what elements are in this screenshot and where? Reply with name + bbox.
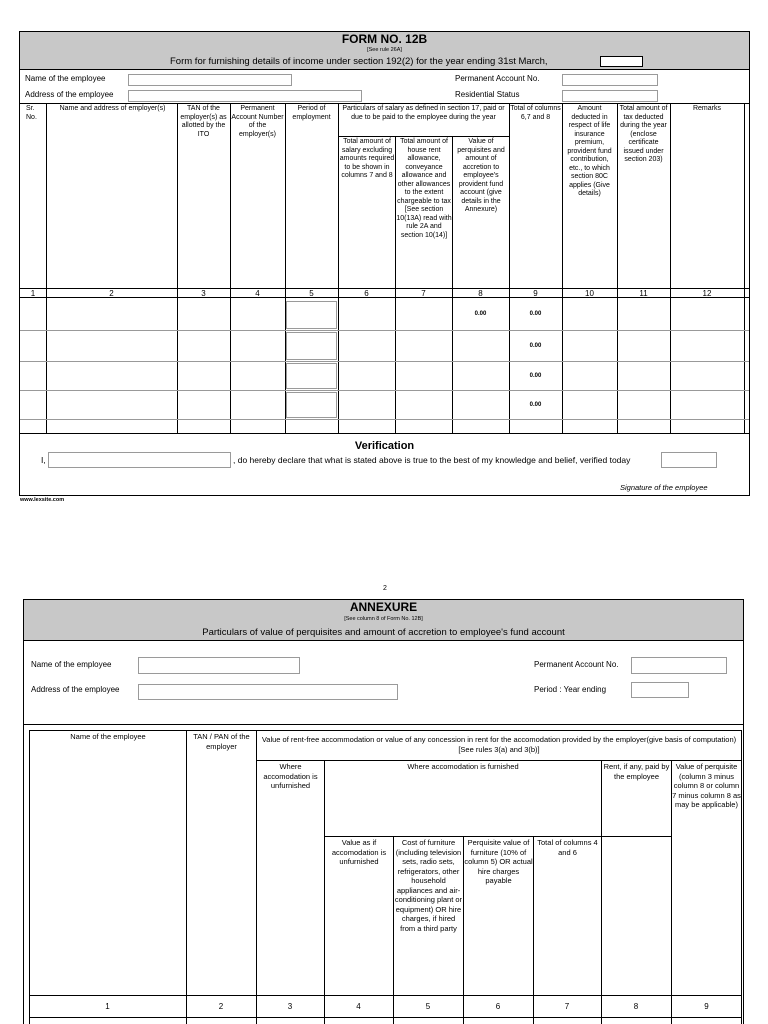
divider — [29, 995, 742, 996]
annexure-name-field[interactable] — [138, 657, 300, 674]
col-number: 1 — [30, 289, 36, 298]
divider — [20, 69, 749, 70]
form12b-title: FORM NO. 12B — [341, 32, 428, 46]
annexure-col-number: 1 — [105, 1002, 110, 1011]
pan-label: Permanent Account No. — [455, 74, 540, 83]
col-number: 3 — [201, 289, 206, 298]
year-field[interactable] — [600, 56, 643, 67]
row-divider — [20, 361, 749, 362]
col-number: 8 — [478, 289, 483, 298]
row1-col9-value: 0.00 — [529, 311, 542, 317]
divider — [338, 136, 509, 137]
divider — [177, 103, 178, 433]
divider — [20, 433, 749, 434]
form12b-rule: [See rule 26A] — [367, 47, 402, 53]
employee-name-field[interactable] — [128, 74, 292, 86]
col-number: 5 — [309, 289, 314, 298]
annexure-name-label: Name of the employee — [31, 660, 112, 669]
annexure-subtitle: Particulars of value of perquisites and amount of accretion to employee's fund account — [202, 627, 565, 638]
col-header-employer: Name and address of employer(s) — [59, 105, 166, 112]
verification-title: Verification — [354, 440, 415, 452]
col-header-total: Total of columns 6,7 and 8 — [510, 105, 561, 121]
annexure-col-number: 6 — [495, 1002, 501, 1011]
annexure-col-tan: TAN / PAN of the employer — [193, 732, 250, 751]
annexure-col-number: 4 — [356, 1002, 361, 1011]
signature-label: Signature of the employee — [620, 483, 708, 492]
col-number: 9 — [533, 289, 538, 298]
col-header-salary: Particulars of salary as defined in section 17, paid or due to be paid to the employee during the year — [342, 105, 505, 121]
col-header-tax: Total amount of tax deducted during the year (enclose certificate issued under section 203) — [619, 105, 668, 163]
declarant-name-field[interactable] — [48, 452, 231, 468]
annexure-col-number: 7 — [564, 1002, 570, 1011]
col-header-remarks: Remarks — [692, 105, 721, 112]
annexure-title: ANNEXURE — [349, 600, 418, 614]
annexure-col-number: 3 — [287, 1002, 293, 1011]
divider — [509, 103, 510, 433]
verification-prefix: I, — [41, 455, 46, 465]
col-header-tan: TAN of the employer(s) as allotted by the ITO — [180, 105, 227, 138]
annexure-col-number: 9 — [704, 1002, 709, 1011]
divider — [256, 760, 742, 761]
row1-col8-value: 0.00 — [474, 311, 487, 317]
col-header-pan: Permanent Account Number of the employer(s) — [231, 105, 284, 138]
divider — [744, 103, 745, 433]
annexure-col-number: 5 — [425, 1002, 431, 1011]
row3-col9-value: 0.00 — [529, 373, 542, 379]
period-field[interactable] — [631, 682, 689, 698]
annexure-address-label: Address of the employee — [31, 685, 120, 694]
row-divider — [20, 390, 749, 391]
row2-col9-value: 0.00 — [529, 343, 542, 349]
verification-date-field[interactable] — [661, 452, 717, 468]
divider — [670, 103, 671, 433]
divider — [324, 760, 325, 1024]
table-cell-input[interactable] — [286, 392, 337, 418]
col-header-period: Period of employment — [292, 105, 331, 121]
annexure-col-value-header: Value of rent-free accommodation or value of any concession in rent for the accomodation provided by the employer(give basis of computation) [See rules 3(a) and 3(b)] — [261, 735, 737, 754]
col-number: 7 — [421, 289, 426, 298]
form12b-subtitle: Form for furnishing details of income under section 192(2) for the year ending 31st March, — [170, 56, 548, 67]
annexure-sub-perquisite: Perquisite value of furniture (10% of column 5) OR actual hire charges payable — [464, 838, 533, 885]
sub-header-salary: Total amount of salary excluding amounts required to be shown in columns 7 and 8 — [339, 138, 395, 179]
address-field[interactable] — [128, 90, 362, 102]
divider — [230, 103, 231, 433]
annexure-sub-total: Total of columns 4 and 6 — [537, 838, 598, 857]
sub-header-allowances: Total amount of house rent allowance, conveyance allowance and other allowances to the extent chargeable to tax [See section 10(13A) read with rule 2A and section 10(14)] — [396, 138, 452, 239]
annexure-col-name: Name of the employee — [70, 732, 146, 741]
divider — [601, 760, 602, 1024]
row4-col9-value: 0.00 — [529, 402, 542, 408]
divider — [186, 730, 187, 1024]
col-number: 12 — [702, 289, 712, 298]
divider — [324, 836, 671, 837]
annexure-col-unfurnished: Where accomodation is unfurnished — [263, 762, 318, 790]
col-number: 2 — [109, 289, 114, 298]
table-cell-input[interactable] — [286, 332, 337, 360]
website-label: www.lexsite.com — [20, 497, 65, 503]
divider — [29, 1017, 742, 1018]
verification-text: , do hereby declare that what is stated above is true to the best of my knowledge and belief, verified today — [233, 455, 631, 465]
page-number: 2 — [383, 585, 387, 592]
col-header-sr: Sr. No. — [26, 105, 37, 121]
address-label: Address of the employee — [25, 90, 114, 99]
residential-field[interactable] — [562, 90, 658, 102]
annexure-pan-field[interactable] — [631, 657, 727, 674]
pan-field[interactable] — [562, 74, 658, 86]
sub-header-perquisites: Value of perquisites and amount of accretion to employee's provident fund account (give details in the Annexure) — [457, 138, 505, 213]
table-cell-input[interactable] — [286, 363, 337, 389]
col-number: 6 — [364, 289, 369, 298]
annexure-address-field[interactable] — [138, 684, 398, 700]
annexure-col-number: 2 — [218, 1002, 224, 1011]
col-number: 4 — [255, 289, 260, 298]
annexure-sub-cost: Cost of furniture (including television sets, radio sets, refrigerators, other household appliances and air-conditioning plant or equipment) OR hire charges, if hired from a third party — [394, 838, 463, 933]
divider — [46, 103, 47, 433]
col-header-80c: Amount deducted in respect of life insurance premium, provident fund contribution, etc., to which section 80C applies (Give details) — [567, 105, 612, 197]
annexure-ref: [See column 8 of Form No. 12B] — [344, 616, 423, 622]
annexure-sub-value: Value as if accomodation is unfurnished — [331, 838, 387, 866]
annexure-col-furnished: Where accomodation is furnished — [407, 762, 519, 771]
divider — [24, 724, 743, 725]
annexure-pan-label: Permanent Account No. — [534, 660, 619, 669]
annexure-col-value-perquisite: Value of perquisite (column 3 minus column 8 or column 7 minus column 8 as may be applicable) — [672, 762, 741, 809]
residential-label: Residential Status — [455, 90, 520, 99]
col-number: 10 — [585, 289, 594, 298]
divider — [24, 640, 743, 641]
row-divider — [20, 419, 749, 420]
annexure-col-number: 8 — [633, 1002, 639, 1011]
name-label: Name of the employee — [25, 74, 106, 83]
row-divider — [20, 330, 749, 331]
annexure-col-rent: Rent, if any, paid by the employee — [603, 762, 670, 781]
divider — [20, 103, 749, 104]
table-cell-input[interactable] — [286, 301, 337, 329]
period-label: Period : Year ending — [534, 685, 607, 694]
col-number: 11 — [639, 289, 648, 298]
